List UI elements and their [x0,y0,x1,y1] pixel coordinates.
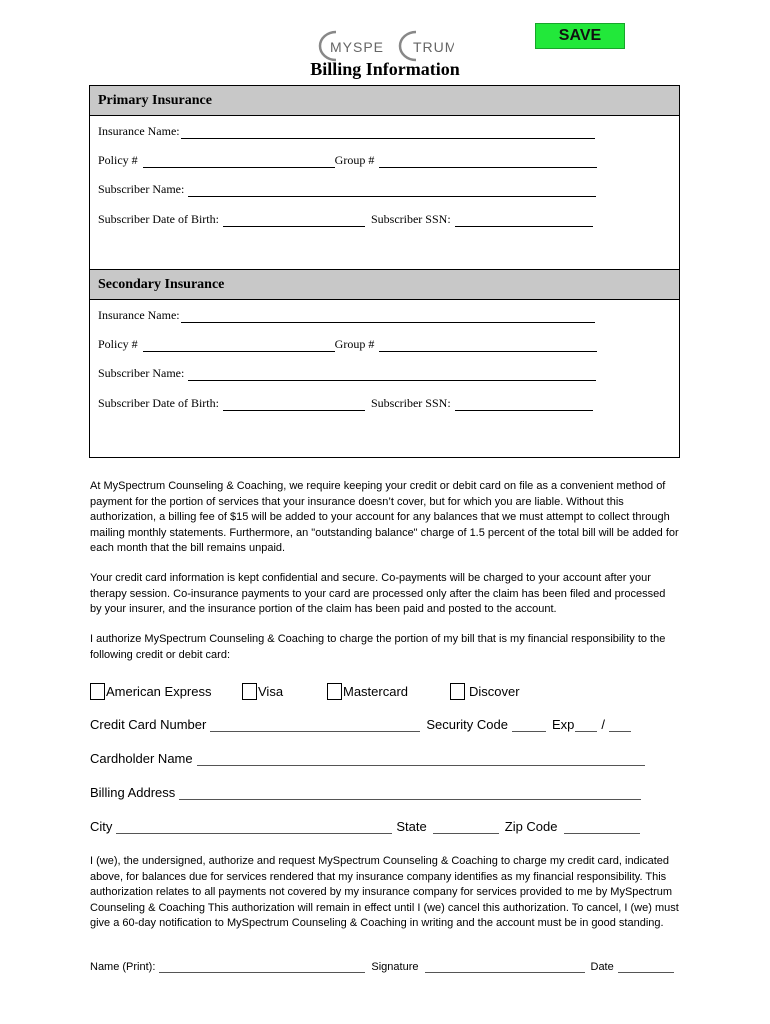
secondary-group-field[interactable] [379,340,597,352]
mastercard-checkbox[interactable] [327,683,342,700]
primary-insurance-name-label: Insurance Name: [98,124,180,138]
card-type-discover[interactable] [450,681,520,701]
security-code-label: Security Code [426,717,508,732]
card-on-file-paragraph: At MySpectrum Counseling & Coaching, we require keeping your credit or debit card on file as a convenient method of payment for the portion of services that your insurance doesn’t cover, but for which you are liable. Without this authorization, a billing fee of $15 will be added to your account for any balances that we must attempt to collect through mailing monthly statements. Furthermore, an "outstanding balance" charge of 1.5 percent of the total bill will be added for each month that the bill remains unpaid. [90,480,679,554]
secondary-dob-field[interactable] [223,399,365,411]
secondary-insurance-name-row [98,308,595,323]
name-print-field[interactable] [159,961,365,973]
logo-text-left: MYSPE [330,39,385,55]
secondary-insurance-name-field[interactable] [181,311,595,323]
date-field[interactable] [618,961,674,973]
card-type-amex[interactable] [90,681,211,701]
exp-label: Exp [551,717,575,732]
zip-field[interactable] [564,820,640,834]
secondary-subscriber-name-label: Subscriber Name: [98,366,185,380]
card-type-visa[interactable] [242,681,283,701]
primary-insurance-name-row [98,124,595,139]
charge-authorization-paragraph: I (we), the undersigned, authorize and request MySpectrum Counseling & Coaching to charge my credit card, indicated above, for balances due for services rendered that my insurance company identifies as my financial responsibility. This authorization relates to all payments not covered by my insurance company for services provided to me by MySpectrum Counseling & Coaching This authorization will remain in effect until I (we) cancel this authorization. To cancel, I (we) must give a 60-day notification to MySpectrum Counseling & Coaching in writing and the account must be in good standing. [90,855,679,929]
state-label: State [396,819,427,834]
confidentiality-paragraph: Your credit card information is kept confidential and secure. Co-payments will be charged to your account after your therapy session. Co-insurance payments to your card are processed only after the claim has been filed and processed by your insurer, and the insurance portion of the claim has been paid and posted to the account. [90,572,666,615]
visa-label: Visa [258,683,284,699]
primary-subscriber-name-label: Subscriber Name: [98,182,185,196]
primary-dob-field[interactable] [223,215,365,227]
signature-label: Signature [371,961,419,973]
secondary-insurance-name-label: Insurance Name: [98,308,180,322]
billing-address-row [90,785,641,800]
secondary-ssn-label: Subscriber SSN: [370,396,451,410]
primary-insurance-name-field[interactable] [181,127,595,139]
primary-policy-field[interactable] [143,156,335,168]
primary-ssn-label: Subscriber SSN: [370,212,451,226]
exp-year-field[interactable] [609,718,631,732]
authorize-paragraph: I authorize MySpectrum Counseling & Coaching to charge the portion of my bill that is my financial responsibility to the following credit or debit card: [90,633,666,661]
discover-checkbox[interactable] [450,683,465,700]
exp-month-field[interactable] [575,718,597,732]
secondary-dob-row [98,396,593,411]
mastercard-label: Mastercard [343,683,409,699]
primary-insurance-heading: Primary Insurance [90,86,679,116]
signature-field[interactable] [425,961,585,973]
secondary-subscriber-name-field[interactable] [188,369,596,381]
visa-checkbox[interactable] [242,683,257,700]
primary-group-field[interactable] [379,156,597,168]
primary-group-label: Group # [334,153,375,167]
billing-address-label: Billing Address [90,785,176,800]
exp-separator: / [601,717,606,732]
zip-label: Zip Code [504,819,558,834]
secondary-policy-label: Policy # [98,337,138,351]
save-button[interactable]: SAVE [535,23,625,49]
secondary-policy-field[interactable] [143,340,335,352]
name-print-label: Name (Print): [90,961,156,973]
primary-ssn-field[interactable] [455,215,593,227]
state-field[interactable] [433,820,499,834]
city-label: City [90,819,113,834]
amex-label: American Express [106,683,212,699]
primary-subscriber-name-row [98,182,596,197]
cardholder-field[interactable] [197,752,645,766]
primary-policy-label: Policy # [98,153,138,167]
secondary-group-label: Group # [334,337,375,351]
city-field[interactable] [116,820,392,834]
cardholder-label: Cardholder Name [90,751,193,766]
date-label: Date [590,961,614,973]
card-number-field[interactable] [210,718,420,732]
card-number-label: Credit Card Number [90,717,207,732]
primary-dob-row [98,212,593,227]
secondary-ssn-field[interactable] [455,399,593,411]
secondary-insurance-section [89,269,680,458]
signature-row [90,961,674,973]
card-type-mastercard[interactable] [327,681,408,701]
amex-checkbox[interactable] [90,683,105,700]
primary-policy-row [98,153,597,168]
secondary-dob-label: Subscriber Date of Birth: [98,396,219,410]
credit-card-row [90,717,631,732]
cardholder-row [90,751,645,766]
primary-insurance-section [89,85,680,271]
security-code-field[interactable] [512,718,546,732]
billing-address-field[interactable] [179,786,641,800]
secondary-insurance-heading: Secondary Insurance [90,270,679,300]
city-row [90,819,640,834]
secondary-policy-row [98,337,597,352]
secondary-subscriber-name-row [98,366,596,381]
primary-subscriber-name-field[interactable] [188,185,596,197]
discover-label: Discover [469,683,520,699]
logo-text-right: TRUM [413,39,454,55]
primary-dob-label: Subscriber Date of Birth: [98,212,219,226]
page-title: Billing Information [310,59,460,79]
